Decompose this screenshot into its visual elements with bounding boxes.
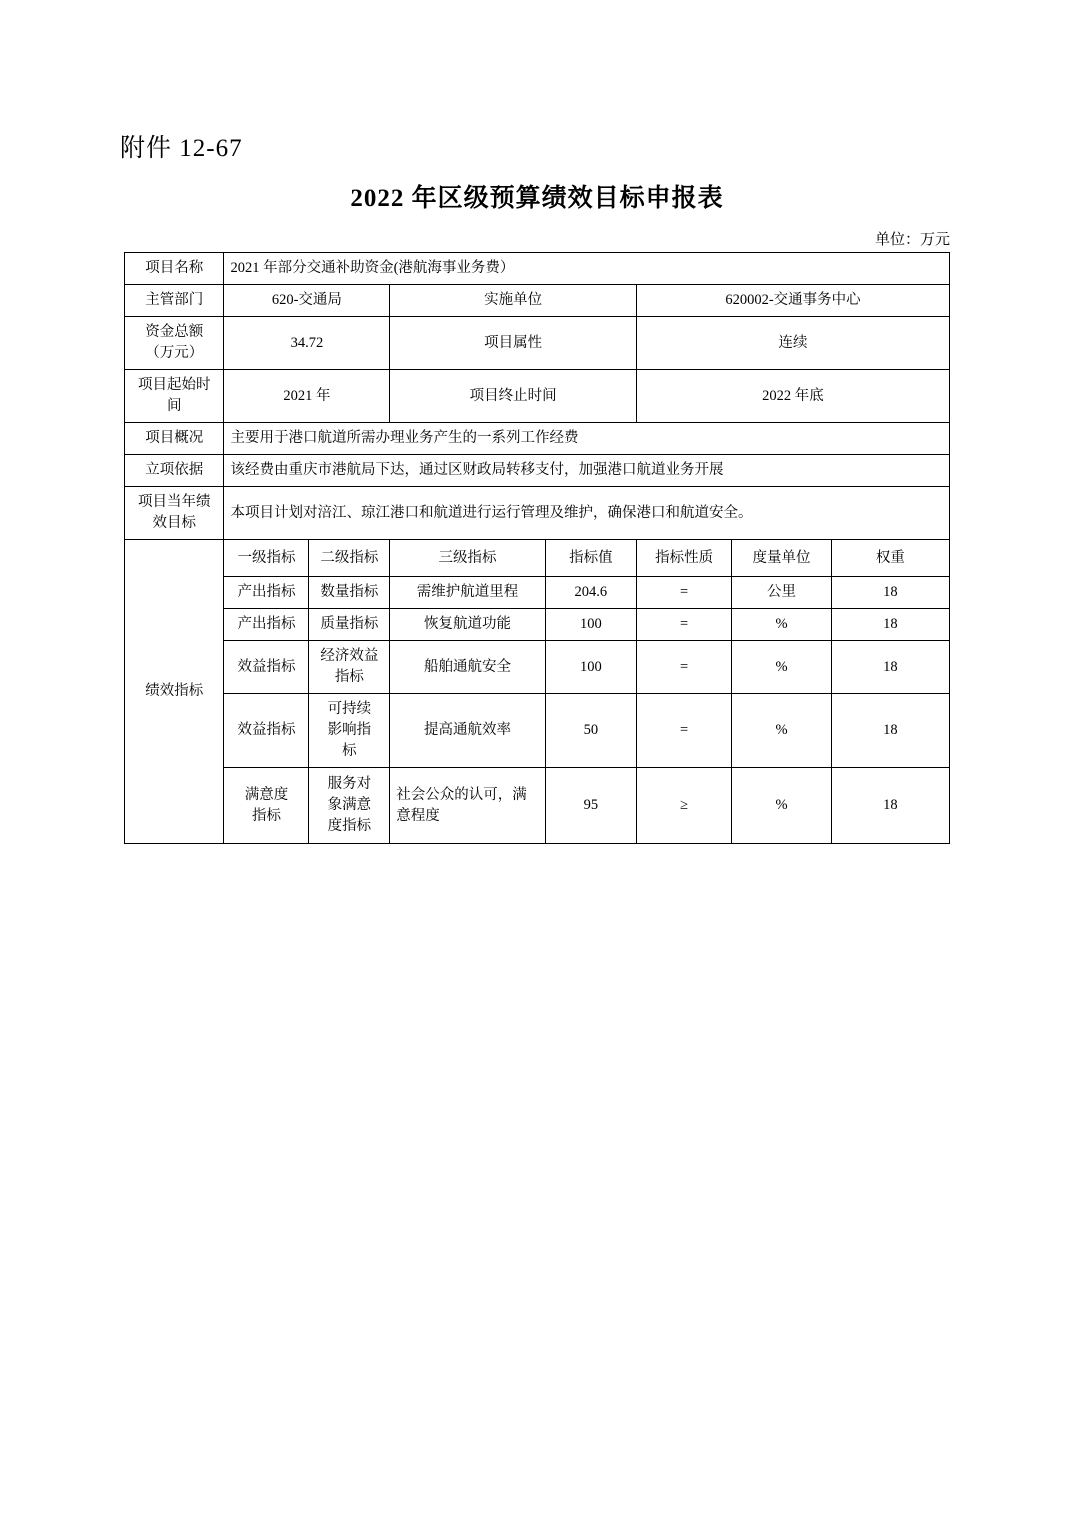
budget-performance-table	[124, 252, 950, 844]
exec-unit-value: 620002-交通事务中心	[636, 285, 949, 317]
unit-note: 单位：万元	[874, 232, 950, 248]
indicator-level3: 船舶通航安全	[390, 641, 545, 694]
start-time-value: 2021 年	[224, 370, 390, 423]
table-row	[125, 609, 950, 641]
indicator-value: 100	[545, 641, 636, 694]
indicator-value: 100	[545, 609, 636, 641]
indicator-level2: 服务对象满意度指标	[309, 768, 390, 844]
indicator-level1: 满意度指标	[224, 768, 309, 844]
indicator-level3: 社会公众的认可，满意程度	[390, 768, 545, 844]
indicator-level2: 可持续影响指标	[309, 694, 390, 768]
table-row	[125, 641, 950, 694]
indicator-nature: ≥	[636, 768, 731, 844]
indicator-unit: 公里	[732, 577, 831, 609]
overview-label: 项目概况	[125, 423, 224, 455]
dept-label: 主管部门	[125, 285, 224, 317]
year-goal-label: 项目当年绩效目标	[125, 487, 224, 540]
indicator-value: 50	[545, 694, 636, 768]
indicator-col-level1: 一级指标	[224, 540, 309, 577]
indicator-level2: 经济效益指标	[309, 641, 390, 694]
indicator-level1: 产出指标	[224, 609, 309, 641]
project-attribute-label: 项目属性	[390, 317, 637, 370]
indicator-value: 204.6	[545, 577, 636, 609]
indicator-unit: %	[732, 641, 831, 694]
attachment-number: 附件 12-67	[120, 135, 243, 162]
indicator-nature: =	[636, 577, 731, 609]
indicator-weight: 18	[831, 609, 949, 641]
indicator-weight: 18	[831, 694, 949, 768]
table-row	[125, 285, 950, 317]
dept-value: 620-交通局	[224, 285, 390, 317]
indicator-weight: 18	[831, 768, 949, 844]
indicator-level1: 效益指标	[224, 694, 309, 768]
table-row	[125, 423, 950, 455]
indicator-nature: =	[636, 641, 731, 694]
overview-value: 主要用于港口航道所需办理业务产生的一系列工作经费	[224, 423, 950, 455]
indicator-value: 95	[545, 768, 636, 844]
table-row	[125, 768, 950, 844]
indicator-col-level3: 三级指标	[390, 540, 545, 577]
indicator-nature: =	[636, 694, 731, 768]
indicator-level3: 恢复航道功能	[390, 609, 545, 641]
table-row	[125, 317, 950, 370]
performance-indicator-label: 绩效指标	[125, 540, 224, 844]
table-row	[125, 253, 950, 285]
page-title: 2022 年区级预算绩效目标申报表	[350, 185, 724, 212]
project-attribute-value: 连续	[636, 317, 949, 370]
total-fund-value: 34.72	[224, 317, 390, 370]
indicator-level2: 数量指标	[309, 577, 390, 609]
indicator-level2: 质量指标	[309, 609, 390, 641]
indicator-unit: %	[732, 694, 831, 768]
table-row	[125, 455, 950, 487]
table-row	[125, 487, 950, 540]
indicator-col-nature: 指标性质	[636, 540, 731, 577]
indicator-col-level2: 二级指标	[309, 540, 390, 577]
table-row	[125, 577, 950, 609]
indicator-level1: 产出指标	[224, 577, 309, 609]
indicator-col-unit: 度量单位	[732, 540, 831, 577]
basis-label: 立项依据	[125, 455, 224, 487]
indicator-unit: %	[732, 768, 831, 844]
end-time-label: 项目终止时间	[390, 370, 637, 423]
start-time-label: 项目起始时间	[125, 370, 224, 423]
indicator-unit: %	[732, 609, 831, 641]
end-time-value: 2022 年底	[636, 370, 949, 423]
indicator-col-weight: 权重	[831, 540, 949, 577]
indicator-col-value: 指标值	[545, 540, 636, 577]
basis-value: 该经费由重庆市港航局下达，通过区财政局转移支付，加强港口航道业务开展	[224, 455, 950, 487]
project-name-label: 项目名称	[125, 253, 224, 285]
indicator-nature: =	[636, 609, 731, 641]
table-row	[125, 370, 950, 423]
indicator-weight: 18	[831, 641, 949, 694]
year-goal-value: 本项目计划对涪江、琼江港口和航道进行运行管理及维护，确保港口和航道安全。	[224, 487, 950, 540]
table-row	[125, 694, 950, 768]
project-name-value: 2021 年部分交通补助资金(港航海事业务费）	[224, 253, 950, 285]
indicator-header-row	[125, 540, 950, 577]
indicator-weight: 18	[831, 577, 949, 609]
indicator-level3: 提高通航效率	[390, 694, 545, 768]
total-fund-label: 资金总额（万元）	[125, 317, 224, 370]
exec-unit-label: 实施单位	[390, 285, 637, 317]
indicator-level1: 效益指标	[224, 641, 309, 694]
indicator-level3: 需维护航道里程	[390, 577, 545, 609]
